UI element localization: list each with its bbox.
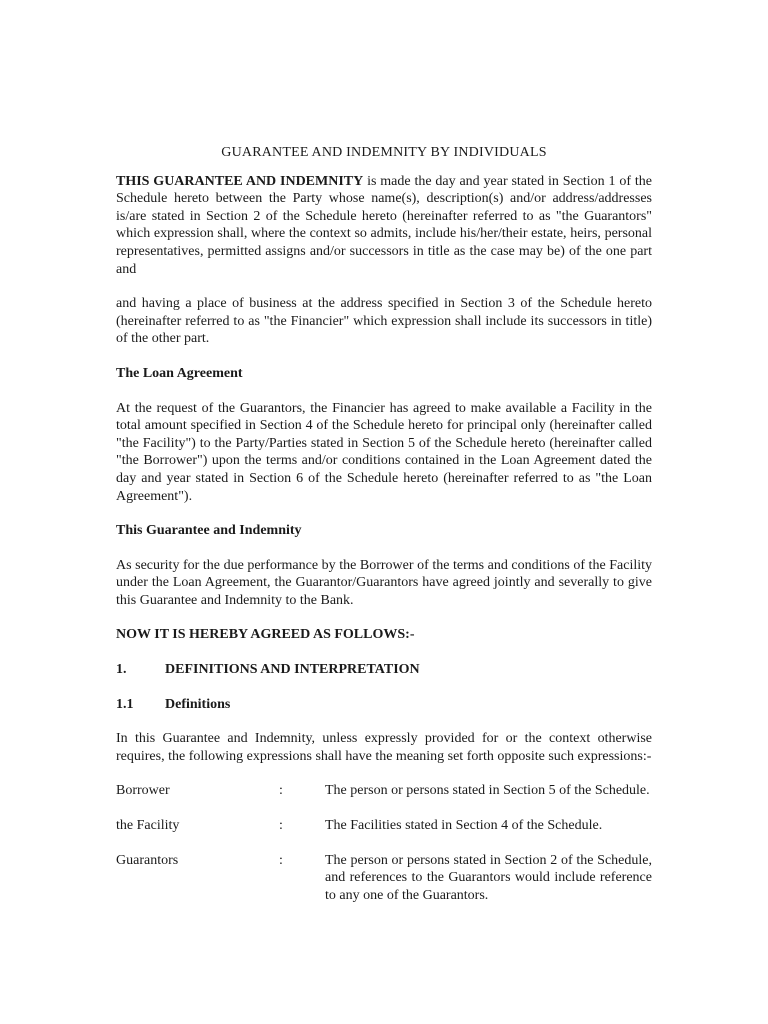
- section-1-number: 1.: [116, 662, 127, 678]
- definition-colon: :: [279, 818, 283, 834]
- intro-paragraph: [116, 173, 652, 279]
- definitions-intro-paragraph: In this Guarantee and Indemnity, unless expressly provided for or the context otherwise requires, the following expressions shall have the meaning set forth opposite such expressions:-: [116, 731, 652, 764]
- guarantee-paragraph: As security for the due performance by the Borrower of the terms and conditions of the Facility under the Loan Agreement, the Guarantor/Guarantors have agreed jointly and severally to give this Guarantee and Indemnity to the Bank.: [116, 557, 652, 608]
- document-title: GUARANTEE AND INDEMNITY BY INDIVIDUALS: [221, 145, 547, 160]
- guarantee-heading: This Guarantee and Indemnity: [116, 523, 302, 539]
- definition-row-guarantors: [116, 852, 652, 905]
- definition-term: the Facility: [116, 818, 180, 834]
- definition-meaning: The person or persons stated in Section 5 of the Schedule.: [325, 783, 650, 799]
- loan-agreement-paragraph: At the request of the Guarantors, the Financier has agreed to make available a Facility in the total amount specified in Section 4 of the Schedule hereto for principal only (hereinafter called "the Facility") to the Party/Parties stated in Section 5 of the Schedule hereto (hereinafter called "the Borrower") upon the terms and/or conditions contained in the Loan Agreement dated the day and year stated in Section 6 of the Schedule hereto (hereinafter referred to as "the Loan Agreement").: [116, 400, 652, 504]
- document-page: [116, 144, 652, 921]
- section-1-1-number: 1.1: [116, 696, 134, 712]
- definition-row-facility: [116, 817, 652, 835]
- definition-term: Borrower: [116, 783, 170, 799]
- definitions-list: [116, 782, 652, 904]
- section-1-1-heading: [116, 696, 652, 714]
- definition-row-borrower: [116, 782, 652, 800]
- agreed-heading: NOW IT IS HEREBY AGREED AS FOLLOWS:-: [116, 627, 415, 643]
- definition-meaning: The person or persons stated in Section 2 of the Schedule, and references to the Guarantors would include reference to any one of the Guarantors.: [325, 852, 652, 903]
- definition-term: Guarantors: [116, 852, 179, 868]
- definition-colon: :: [279, 783, 283, 799]
- section-1-1-title: Definitions: [165, 696, 231, 712]
- definition-colon: :: [279, 852, 283, 868]
- intro-lead-text: THIS GUARANTEE AND INDEMNITY: [116, 173, 364, 189]
- section-1-heading: [116, 661, 652, 679]
- definition-meaning: The Facilities stated in Section 4 of the Schedule.: [325, 818, 603, 834]
- financier-paragraph: and having a place of business at the address specified in Section 3 of the Schedule hereto (hereinafter referred to as "the Financier" which expression shall include its successors in title) of the other part.: [116, 296, 652, 347]
- intro-body-text: is made the day and year stated in Section 1 of the Schedule hereto between the Party whose name(s), description(s) and/or address/addresses is/are stated in Section 2 of the Schedule hereto (hereinafter referred to as "the Guarantors" which expression shall, where the context so admits, include his/her/their estate, heirs, personal representatives, permitted assigns and/or successors in title as the case may be) of the one part and: [116, 173, 652, 277]
- loan-agreement-heading: The Loan Agreement: [116, 365, 243, 381]
- section-1-title: DEFINITIONS AND INTERPRETATION: [165, 662, 420, 678]
